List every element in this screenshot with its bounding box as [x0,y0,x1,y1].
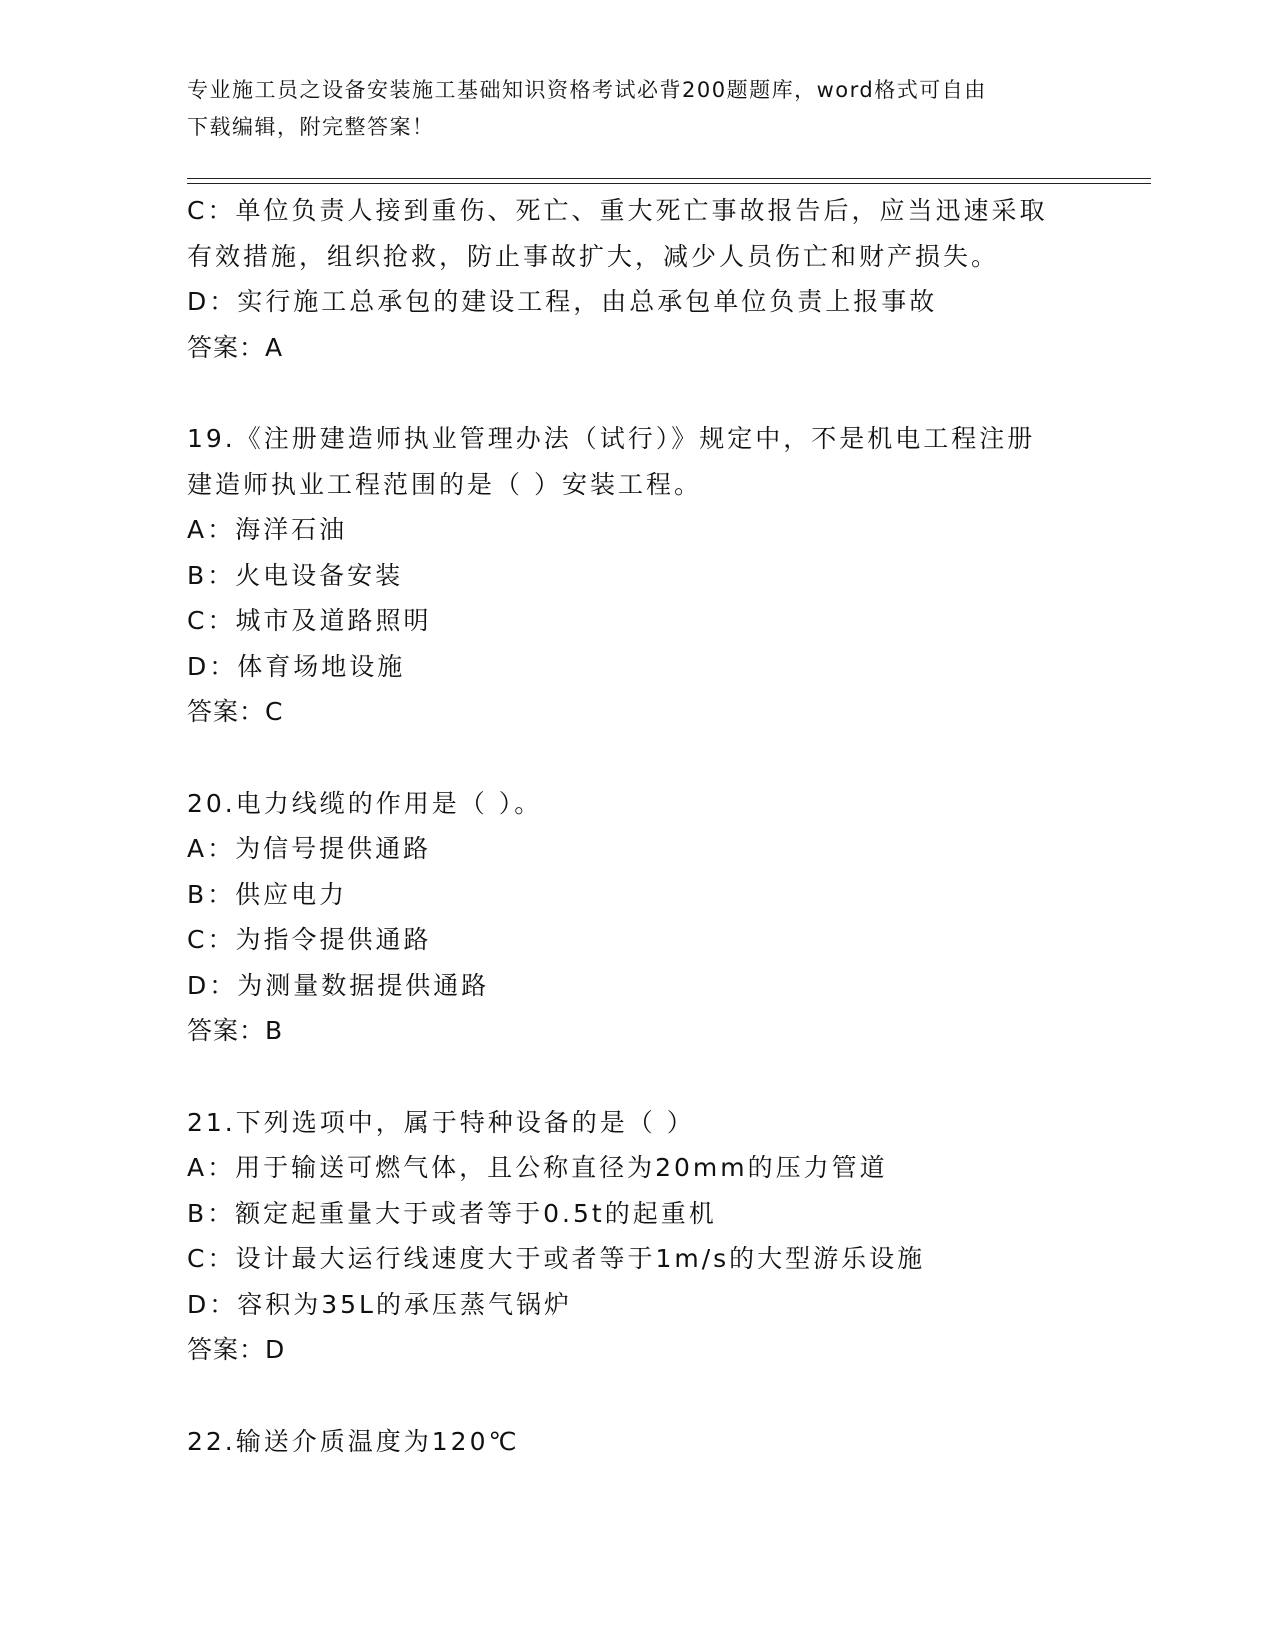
question-19 [187,416,1087,735]
answer: 答案：B [187,1016,284,1045]
option-d: D：容积为35L的承压蒸气锅炉 [187,1289,572,1319]
spacer [187,370,1087,416]
answer: 答案：A [187,332,284,362]
option-a: A：海洋石油 [187,515,348,544]
question-stem: 21.下列选项中，属于特种设备的是（ ） [187,1107,695,1137]
header-line-2: 下载编辑，附完整答案！ [187,115,435,139]
header-double-rule [187,178,1151,184]
answer: 答案：D [187,1335,286,1364]
question-20 [187,781,1087,1054]
option-c-line-1: C：单位负责人接到重伤、死亡、重大死亡事故报告后，应当迅速采取 [187,196,1048,225]
spacer [187,1054,1087,1100]
question-stem: 22.输送介质温度为120℃ [187,1426,520,1456]
option-d: D：实行施工总承包的建设工程，由总承包单位负责上报事故 [187,287,938,316]
spacer [187,735,1087,781]
question-22 [187,1419,1087,1465]
header-line-1: 专业施工员之设备安装施工基础知识资格考试必背200题题库，word格式可自由 [187,78,987,102]
question-stem: 20.电力线缆的作用是（ ）。 [187,788,543,818]
option-c-line-2: 有效措施，组织抢救，防止事故扩大，减少人员伤亡和财产损失。 [187,241,1000,271]
option-b: B：供应电力 [187,879,348,909]
option-a: A：用于输送可燃气体，且公称直径为20mm的压力管道 [187,1153,888,1182]
option-c: C：为指令提供通路 [187,925,432,954]
option-d: D：为测量数据提供通路 [187,970,490,1000]
question-21 [187,1100,1087,1373]
question-list [187,188,1087,1464]
answer: 答案：C [187,697,284,726]
option-c: C：设计最大运行线速度大于或者等于1m/s的大型游乐设施 [187,1244,926,1273]
option-d: D：体育场地设施 [187,651,406,681]
option-c: C：城市及道路照明 [187,606,432,635]
question-stem-line-2: 建造师执业工程范围的是（ ）安装工程。 [187,469,702,499]
spacer [187,1373,1087,1419]
option-b: B：火电设备安装 [187,560,404,590]
question-18-tail [187,188,1087,370]
question-stem-line-1: 19.《注册建造师执业管理办法（试行）》规定中，不是机电工程注册 [187,424,1036,453]
document-header [187,72,1087,146]
option-b: B：额定起重量大于或者等于0.5t的起重机 [187,1198,717,1228]
option-a: A：为信号提供通路 [187,834,432,863]
